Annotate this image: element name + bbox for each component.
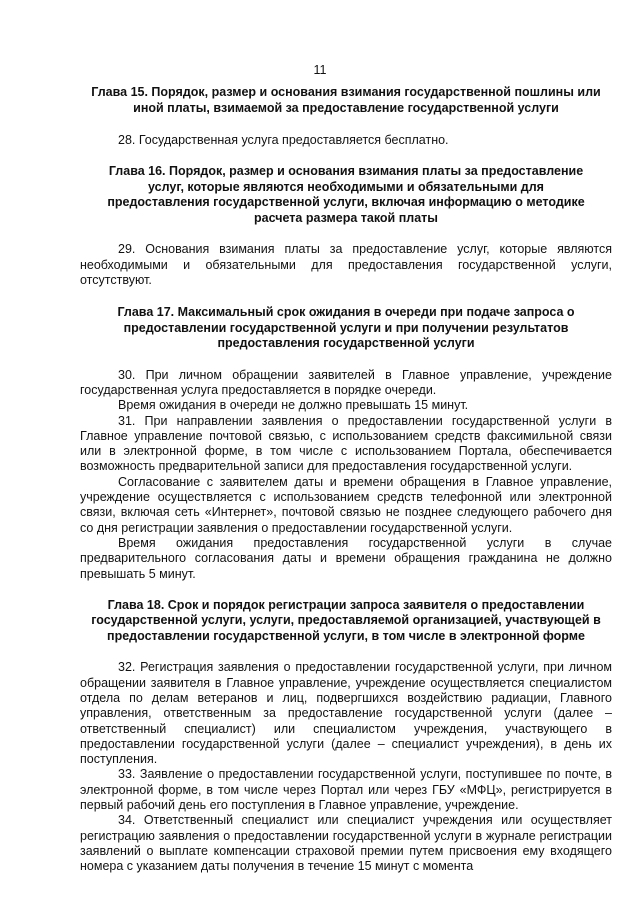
section-chapter-17 [80, 305, 612, 582]
chapter-18-heading: Глава 18. Срок и порядок регистрации запроса заявителя о предоставлении государственной услуги, услуги, предоставляемой организацией, участвующей в предоставлении государственной услуги, в том числе в электронной форме [91, 597, 601, 643]
paragraph-31-agreement: Согласование с заявителем даты и времени обращения в Главное управление, учреждение осуществляется с использованием средств телефонной или электронной связи, включая сеть «Интернет», почтовой связью не позднее следующего рабочего дня со дня регистрации заявления о предоставлении государственной услуги. [80, 474, 612, 535]
paragraph-33: 33. Заявление о предоставлении государственной услуги, поступившее по почте, в электронной форме, в том числе через Портал или через ГБУ «МФЦ», регистрируется в первый рабочий день его поступления в Главное управление, учреждение. [80, 767, 612, 813]
section-chapter-16 [80, 164, 612, 288]
paragraph-30-wait-time: Время ожидания в очереди не должно превышать 15 минут. [118, 398, 469, 413]
page-number: 11 [313, 63, 327, 77]
document-body [80, 85, 612, 875]
paragraph-29: 29. Основания взимания платы за предоставление услуг, которые являются необходимыми и обязательными для предоставления государственной услуги, отсутствуют. [80, 242, 612, 287]
paragraph-34: 34. Ответственный специалист или специалист учреждения или осуществляет регистрацию заявления о предоставлении государственной услуги в журнале регистрации заявлений о выплате компенсации страховой премии путем присвоения ему входящего номера с указанием даты получения в течение 15 минут с момента [80, 813, 612, 874]
paragraph-32: 32. Регистрация заявления о предоставлении государственной услуги, при личном обращении заявителя в Главное управление, учреждение осуществляется специалистом отдела по делам ветеранов и лиц, подвергшихся воздействию радиации, Главного управления, ответственным за предоставление государственной услуги (далее – ответственный специалист) или специалистом учреждения, участвующего в предоставлении государственной услуги (далее – специалист учреждения), в день их поступления. [80, 660, 612, 767]
paragraph-31-wait-time: Время ожидания предоставления государственной услуги в случае предварительного согласования даты и времени обращения гражданина не должно превышать 5 минут. [80, 535, 612, 581]
chapter-16-heading: Глава 16. Порядок, размер и основания взимания платы за предоставление услуг, которые являются необходимыми и обязательными для предоставления государственной услуги, включая информацию о методике расчета размера такой платы [107, 164, 585, 225]
section-chapter-18 [80, 598, 612, 875]
paragraph-30: 30. При личном обращении заявителей в Главное управление, учреждение государственная услуга предоставляется в порядке очереди. [80, 367, 612, 397]
chapter-17-heading: Глава 17. Максимальный срок ожидания в очереди при подаче запроса о предоставлении государственной услуги и при получении результатов предоставления государственной услуги [117, 305, 575, 351]
paragraph-31: 31. При направлении заявления о предоставлении государственной услуги в Главное управление почтовой связью, с использованием средств факсимильной связи или в электронной форме, в том числе с использованием Портала, обеспечивается возможность предварительной записи для предоставления государственной услуги. [80, 413, 612, 474]
section-chapter-15 [80, 85, 612, 148]
paragraph-28: 28. Государственная услуга предоставляется бесплатно. [118, 133, 449, 147]
chapter-15-heading: Глава 15. Порядок, размер и основания взимания государственной пошлины или иной платы, взимаемой за предоставление государственной услуги [91, 85, 601, 115]
